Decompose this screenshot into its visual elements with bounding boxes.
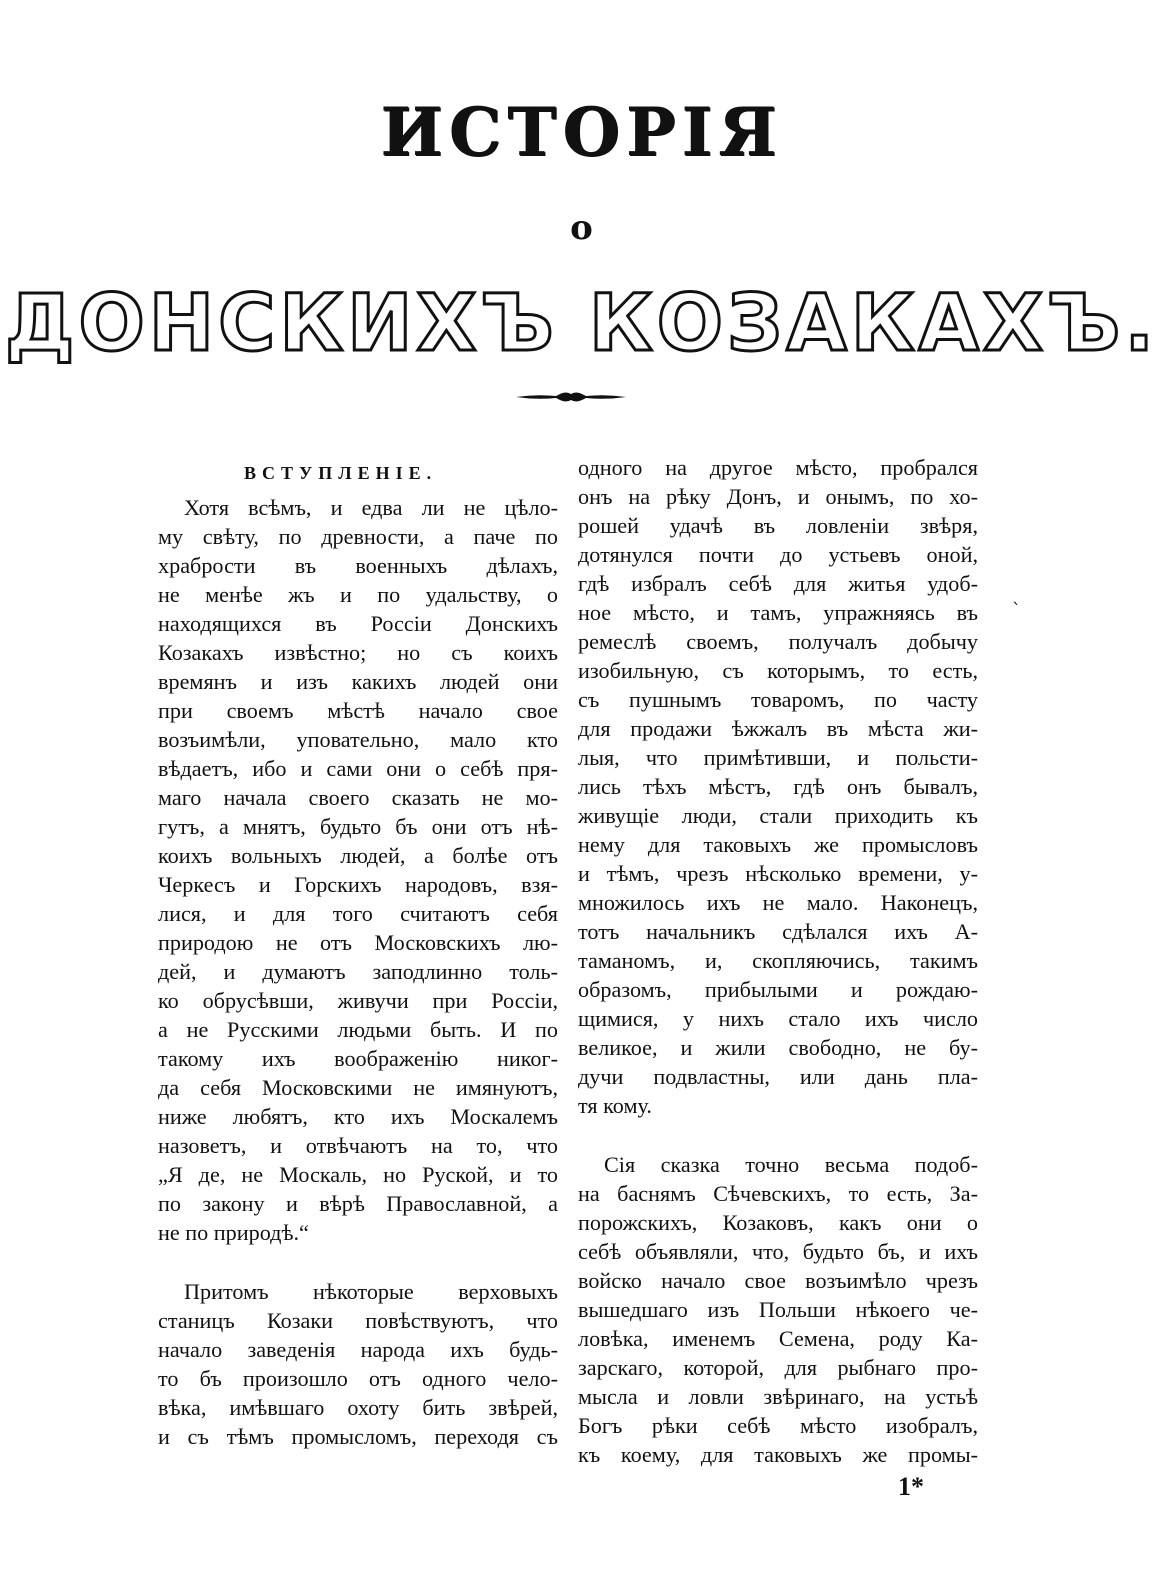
text-line: щимися, у нихъ стало ихъ число: [578, 1006, 978, 1031]
text-line: назоветъ, и отвѣчаютъ на то, что: [158, 1133, 558, 1158]
text-line: гдѣ избралъ себѣ для житья удоб-: [578, 571, 978, 596]
stray-mark: ˋ: [1012, 600, 1021, 621]
text-line: природою не отъ Московскихъ лю-: [158, 930, 558, 955]
text-line: не менѣе жъ и по удальству, о: [158, 582, 558, 607]
text-line: му свѣту, по древности, а паче по: [158, 524, 558, 549]
text-line: дотянулся почти до устьевъ оной,: [578, 542, 978, 567]
text-line: порожскихъ, Козаковъ, какъ они о: [578, 1210, 978, 1235]
text-line: а не Русскими людьми быть. И по: [158, 1017, 558, 1042]
page-signature: 1*: [898, 1472, 924, 1501]
text-line: образомъ, прибылыми и рождаю-: [578, 977, 978, 1002]
text-line: станицъ Козаки повѣствуютъ, что: [158, 1308, 558, 1333]
text-line: Хотя всѣмъ, и едва ли не цѣло-: [184, 495, 558, 520]
text-line: и тѣмъ, чрезъ нѣсколько времени, у-: [578, 861, 978, 886]
text-line: ремеслѣ своемъ, получалъ добычу: [578, 629, 978, 654]
text-line: Богъ рѣки себѣ мѣсто изобралъ,: [578, 1413, 978, 1438]
text-line: къ коему, для таковыхъ же промы-: [578, 1442, 978, 1467]
text-line: вѣка, имѣвшаго охоту бить звѣрей,: [158, 1395, 558, 1420]
text-line: дей, и думаютъ заподлинно толь-: [158, 959, 558, 984]
text-line: по закону и вѣрѣ Православной, а: [158, 1191, 558, 1216]
text-line: для продажи ѣжжалъ въ мѣста жи-: [578, 716, 978, 741]
page-title: ИСТОРІЯ: [380, 93, 783, 171]
text-line: ное мѣсто, и тамъ, упражняясь въ: [578, 600, 978, 625]
text-line: лыя, что примѣтивши, и польсти-: [578, 745, 978, 770]
text-line: да себя Московскими не имянуютъ,: [158, 1075, 558, 1100]
text-line: коихъ вольныхъ людей, а болѣе отъ: [158, 843, 558, 868]
text-line: маго начала своего сказать не мо-: [158, 785, 558, 810]
text-line: себѣ объявляли, что, будьто бъ, и ихъ: [578, 1239, 978, 1264]
paragraph-gap: [578, 1120, 978, 1150]
text-line: зарскаго, которой, для рыбнаго про-: [578, 1355, 978, 1380]
text-line: при своемъ мѣстѣ начало свое: [158, 698, 558, 723]
text-line: вѣдаетъ, ибо и сами они о себѣ пря-: [158, 756, 558, 781]
text-line: лися, и для того считаютъ себя: [158, 901, 558, 926]
text-line: Козакахъ извѣстно; но съ коихъ: [158, 640, 558, 665]
text-line: возъимѣли, уповательно, мало кто: [158, 727, 558, 752]
text-line: находящихся въ Россіи Донскихъ: [158, 611, 558, 636]
text-line: Притомъ нѣкоторые верховыхъ: [184, 1279, 558, 1304]
text-line: Черкесъ и Горскихъ народовъ, взя-: [158, 872, 558, 897]
section-header: ВСТУПЛЕНІЕ.: [244, 463, 438, 483]
text-line: дучи подвластны, или дань пла-: [578, 1064, 978, 1089]
text-line: времянъ и изъ какихъ людей они: [158, 669, 558, 694]
text-line: начало заведенія народа ихъ будь-: [158, 1337, 558, 1362]
text-line: нему для таковыхъ же промысловъ: [578, 832, 978, 857]
text-line: съ пушнымъ товаромъ, по часту: [578, 687, 978, 712]
text-line: тя кому.: [578, 1093, 652, 1118]
text-line: ниже любятъ, кто ихъ Москалемъ: [158, 1104, 558, 1129]
paragraph-gap: [158, 1247, 558, 1277]
text-line: лись тѣхъ мѣстъ, гдѣ онъ бывалъ,: [578, 774, 978, 799]
text-line: храбрости въ военныхъ дѣлахъ,: [158, 553, 558, 578]
text-line: изобильную, съ которымъ, то есть,: [578, 658, 978, 683]
left-column: [158, 453, 558, 1451]
text-line: и съ тѣмъ промысломъ, переходя съ: [158, 1424, 558, 1449]
text-line: не по природѣ.“: [158, 1220, 309, 1245]
text-line: на баснямъ Сѣчевскихъ, то есть, За-: [578, 1181, 978, 1206]
text-line: такому ихъ воображенію никог-: [158, 1046, 558, 1071]
text-line: ко обрусѣвши, живучи при Россіи,: [158, 988, 558, 1013]
text-line: рошей удачѣ въ ловленіи звѣря,: [578, 513, 978, 538]
text-line: гутъ, а мнятъ, будьто бъ они отъ нѣ-: [158, 814, 558, 839]
text-line: „Я де, не Москаль, но Руской, и то: [158, 1162, 558, 1187]
text-line: великое, и жили свободно, не бу-: [578, 1035, 978, 1060]
text-line: войско начало свое возъимѣло чрезъ: [578, 1268, 978, 1293]
text-line: тотъ начальникъ сдѣлался ихъ А-: [578, 919, 978, 944]
text-line: одного на другое мѣсто, пробрался: [578, 455, 978, 480]
left-paragraph-2: [158, 1277, 558, 1451]
text-line: мысла и ловли звѣринаго, на устьѣ: [578, 1384, 978, 1409]
text-line: живущіе люди, стали приходить къ: [578, 803, 978, 828]
text-line: множилось ихъ не мало. Наконецъ,: [578, 890, 978, 915]
text-line: ловѣка, именемъ Семена, роду Ка-: [578, 1326, 978, 1351]
ornament-divider-icon: [516, 388, 626, 406]
left-paragraph-1: [158, 493, 558, 1247]
right-paragraph-2: [578, 1150, 978, 1469]
right-paragraph-1: [578, 453, 978, 1120]
text-line: то бъ произошло отъ одного чело-: [158, 1366, 558, 1391]
text-line: вышедшаго изъ Польши нѣкоего че-: [578, 1297, 978, 1322]
right-column: [578, 453, 978, 1469]
text-line: таманомъ, и, скопляючись, такимъ: [578, 948, 978, 973]
page-subtitle: ДОНСКИХЪ КОЗАКАХЪ.: [5, 279, 1158, 369]
text-line: онъ на рѣку Донъ, и онымъ, по хо-: [578, 484, 978, 509]
title-conjunction: о: [570, 208, 593, 248]
text-line: Сія сказка точно весьма подоб-: [604, 1152, 978, 1177]
